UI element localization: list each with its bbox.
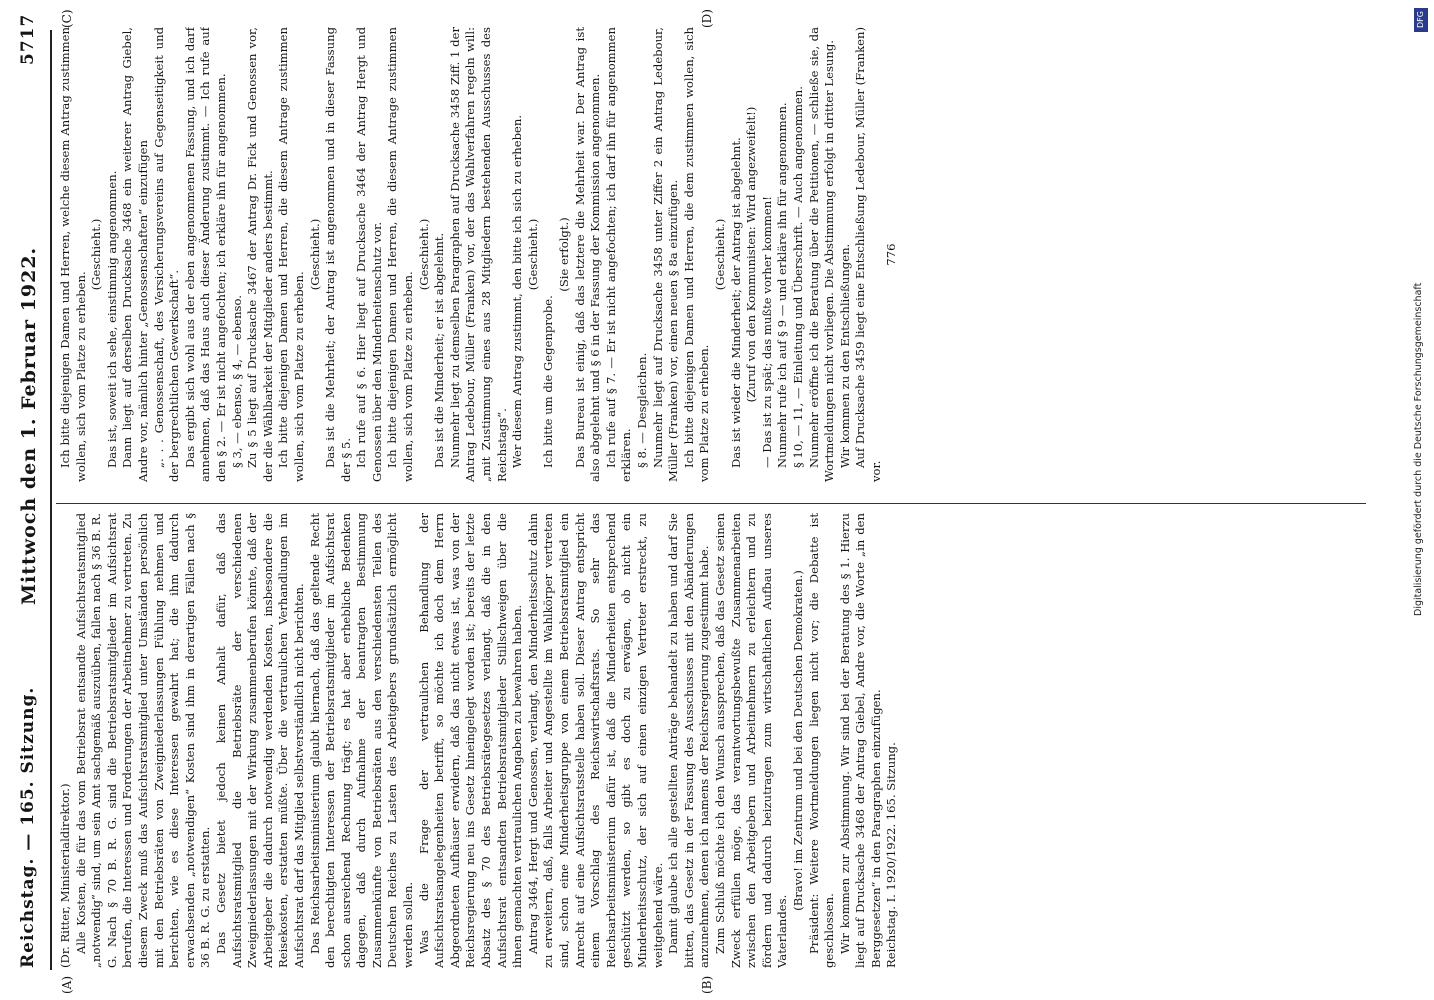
paragraph: Ich bitte diejenigen Damen und Herren, welche diesem Antrag zustimmen wollen, sich vom Platze zu erheben. — [58, 27, 88, 482]
paragraph: Auf Drucksache 3459 liegt eine Entschließung Ledebour, Müller (Franken) vor. — [853, 27, 883, 482]
paragraph: Das Bureau ist einig, daß das letztere die Mehrheit war. Der Antrag ist also abgelehnt und § 6 in der Fassung der Kommission angenommen. — [572, 27, 603, 482]
page-number: 5717 — [18, 13, 38, 65]
paragraph: Damit glaube ich alle gestellten Anträge behandelt zu haben und darf Sie bitten, das Gesetz in der Fassung des Ausschusses mit den Abänderungen anzunehmen, denen ich namens der Reichsregierung zugestimmt habe. — [666, 513, 712, 968]
margin-marker-c: (C) — [60, 9, 74, 28]
paragraph: Zu § 5 liegt auf Drucksache 3467 der Antrag Dr. Fick und Genossen vor, der die Wählbarkeit der Mitglieder anders bestimmt. — [245, 27, 275, 482]
right-column — [58, 27, 1358, 482]
paragraph: Das ergibt sich wohl aus der eben angenommenen Fassung, und ich darf annehmen, daß das Haus auch dieser Änderung zustimmt. — Ich rufe auf den § 2. — Er ist nicht angefochten; ich erkläre ihn für angenommen. — [182, 27, 228, 482]
paragraph: § 8. — Desgleichen. — [634, 352, 649, 468]
paragraph: § 10, — 11, — Einleitung und Überschrift. — Auch angenommen. — [790, 86, 805, 468]
paragraph: Antrag 3464, Hergt und Genossen, verlangt, den Minderheitsschutz dahin zu erweitern, daß, falls Arbeiter und Angestellte im Wahlkörper vertreten sind, schon eine Minderheitsgruppe von einem Betriebsratsmitglied ein Anrecht auf eine Aufsichtsratsstelle haben soll. Dieser Antrag entspricht einem Vorschlag des Reichswirtschaftsrats. So sehr das Reichsarbeitsministerium dafür ist, daß die Minderheiten entsprechend geschützt werden, so gibt es doch zu erwägen, ob nicht ein Minderheitsschutz, der sich auf einen einzigen Vertreter erstreckt, zu weitgehend wäre. — [525, 513, 665, 968]
left-column — [58, 513, 1358, 968]
paragraph: Wir kommen zur Abstimmung. Wir sind bei der Beratung des § 1. Hierzu liegt auf Drucksache 3468 der Antrag Giebel, Andre vor, die Worte „in den Berggesetzen“ in den Paragraphen einzufügen. — [837, 513, 883, 968]
dfg-logo: DFG — [1414, 8, 1428, 32]
running-header-left: Reichstag. — 165. Sitzung. — [18, 686, 38, 968]
paragraph: — Das ist zu spät; das mußte vorher kommen! — [759, 196, 774, 468]
paragraph: Nunmehr eröffne ich die Beratung über die Petitionen, — schließe sie, da Wortmeldungen nicht vorliegen. Die Abstimmung erfolgt in dritter Lesung. — [806, 27, 837, 482]
interjection: (Geschieht.) — [89, 218, 104, 291]
paragraph: Nunmehr liegt auf Drucksache 3458 unter Ziffer 2 ein Antrag Ledebour, Müller (Franken) vor, einen neuen § 8a einzufügen. — [650, 27, 681, 482]
margin-marker-d: (D) — [700, 9, 714, 28]
paragraph: Das Reichsarbeitsministerium glaubt hiernach, daß das geltende Recht den berechtigten Interessen der Betriebsratsmitglieder im Aufsichtsrat schon ausreichend Rechnung trägt; es hat aber erhebliche Bedenken dagegen, daß durch Aufnahme der beantragten Bestimmung Zusammenkünfte von Betriebsräten aus den verschiedensten Teilen des Deutschen Reiches zu Lasten des Arbeitgebers grundsätzlich ermöglicht werden sollen. — [307, 513, 416, 968]
paragraph: Alle Kosten, die für das vom Betriebsrat entsandte Aufsichtsratsmitglied „notwendig“ sind, um sein Amt sachgemäß auszuüben, fallen nach § 36 B. R. G. Nach § 70 B. R. G. sind die Betriebsratsmitglieder im Aufsichtsrat berufen, die Interessen und Forderungen der Arbeitnehmer zu vertreten. Zu diesem Zweck muß das Aufsichtsratsmitglied unter Umständen persönlich mit den Betriebsräten von Zweigniederlassungen Fühlung nehmen und berichten, wie es diese Interessen gewahrt hat; die ihm dadurch erwachsenden „notwendigen“ Kosten sind ihm in derartigen Fällen nach § 36 B. R. G. zu erstatten. — [73, 513, 213, 968]
margin-marker-a: (A) — [60, 975, 74, 994]
column-divider — [56, 503, 1366, 504]
header-rule — [50, 30, 52, 970]
running-header-date: Mittwoch den 1. Februar 1922. — [18, 246, 40, 605]
interjection: (Geschieht.) — [416, 218, 431, 291]
paragraph: „. . . Genossenschaft, des Versicherungsvereins auf Gegenseitigkeit und der bergrechtlichen Gewerkschaft“. — [151, 27, 182, 482]
paragraph: Das ist die Minderheit; er ist abgelehnt. — [432, 232, 447, 468]
paragraph: Das ist wieder die Minderheit; der Antrag ist abgelehnt. — [728, 137, 743, 468]
interjection: (Geschieht.) — [525, 218, 540, 291]
interjection: (Geschieht.) — [307, 218, 322, 291]
speaker-note: (Dr. Ritter, Ministerialdirektor.) — [58, 783, 72, 968]
paragraph: Das ist die Mehrheit; der Antrag ist angenommen und in dieser Fassung der § 5. — [323, 27, 353, 482]
paragraph: § 3, — ebenso, § 4, — ebenso. — [229, 295, 244, 468]
paragraph: Ich bitte diejenigen Damen und Herren, die dem zustimmen wollen, sich vom Platze zu erheben. — [681, 27, 712, 482]
paragraph: Wir kommen zu den Entschließungen. — [837, 243, 852, 468]
interjection: (Geschieht.) — [712, 218, 727, 291]
paragraph: Nunmehr rufe ich auf § 9 — und erkläre ihn für angenommen. — [775, 102, 790, 468]
paragraph: Ich bitte um die Gegenprobe. — [541, 295, 556, 468]
margin-marker-b: (B) — [700, 975, 714, 994]
paragraph: Ich rufe auf § 7. — Er ist nicht angefochten; ich darf ihn für angenommen erklären. — [603, 27, 634, 482]
paragraph: Präsident: Weitere Wortmeldungen liegen nicht vor; die Debatte ist geschlossen. — [806, 513, 837, 968]
footer-note: Reichstag. I. 1920/1922. 165. Sitzung. — [884, 742, 899, 968]
paragraph: Das Gesetz bietet jedoch keinen Anhalt dafür, daß das Aufsichtsratsmitglied die Betriebsräte der verschiedenen Zweigniederlassungen mit der Wirkung zusammenberufen könnte, daß der Arbeitgeber die dadurch notwendig werdenden Kosten, insbesondere die Reisekosten, erstatten müßte. Über die vertraulichen Verhandlungen im Aufsichtsrat darf das Mitglied selbstverständlich nicht berichten. — [213, 513, 306, 968]
digitization-note: Digitalisierung gefördert durch die Deutsche Forschungsgemeinschaft — [1413, 282, 1424, 616]
interjection: (Bravo! im Zentrum und bei den Deutschen Demokraten.) — [790, 570, 805, 911]
paragraph: Ich rufe auf § 6. Hier liegt auf Drucksache 3464 der Antrag Hergt und Genossen über den Minderheitenschutz vor. — [354, 27, 384, 482]
paragraph: Zum Schluß möchte ich den Wunsch aussprechen, daß das Gesetz seinen Zweck erfüllen möge, das verantwortungsbewußte Zusammenarbeiten zwischen den Arbeitgebern und Arbeitnehmern zu erleichtern und zu fördern und dadurch beizutragen zum wirtschaftlichen Aufbau unseres Vaterlandes. — [712, 513, 790, 968]
paragraph: Ich bitte diejenigen Damen und Herren, die diesem Antrage zustimmen wollen, sich vom Platze zu erheben. — [276, 27, 306, 482]
paragraph: Das ist, soweit ich sehe, einstimmig angenommen. — [104, 170, 119, 468]
page-count: 776 — [884, 243, 899, 266]
paragraph: Wer diesem Antrag zustimmt, den bitte ich sich zu erheben. — [510, 114, 525, 468]
interjection: (Zuruf von den Kommunisten: Wird angezweifelt!) — [744, 106, 759, 403]
paragraph: Nunmehr liegt zu demselben Paragraphen auf Drucksache 3458 Ziff. 1 der Antrag Ledebour, Müller (Franken) vor, der das Wahlverfahren regeln will: „mit Zustimmung eines aus 28 Mitgliedern bestehenden Ausschusses des Reichstags“. — [447, 27, 509, 482]
paragraph: Dann liegt auf derselben Drucksache 3468 ein weiterer Antrag Giebel, Andre vor, nämlich hinter „Genossenschaften“ einzufügen — [120, 27, 150, 482]
paragraph: Ich bitte diejenigen Damen und Herren, die diesem Antrage zustimmen wollen, sich vom Platze zu erheben. — [385, 27, 416, 482]
paragraph: Was die Frage der vertraulichen Behandlung der Aufsichtsratsangelegenheiten betrifft, so möchte ich doch dem Herrn Abgeordneten Aufhäuser erwidern, daß das nicht etwas ist, was von der Reichsregierung neu ins Gesetz hineingelegt worden ist; bereits der letzte Absatz des § 70 des Betriebsrätegesetzes verlangt, daß die in den Aufsichtsrat entsandten Betriebsratsmitglieder Stillschweigen über die ihnen gemachten vertraulichen Angaben zu bewahren haben. — [416, 513, 525, 968]
interjection: (Sie erfolgt.) — [557, 217, 571, 292]
